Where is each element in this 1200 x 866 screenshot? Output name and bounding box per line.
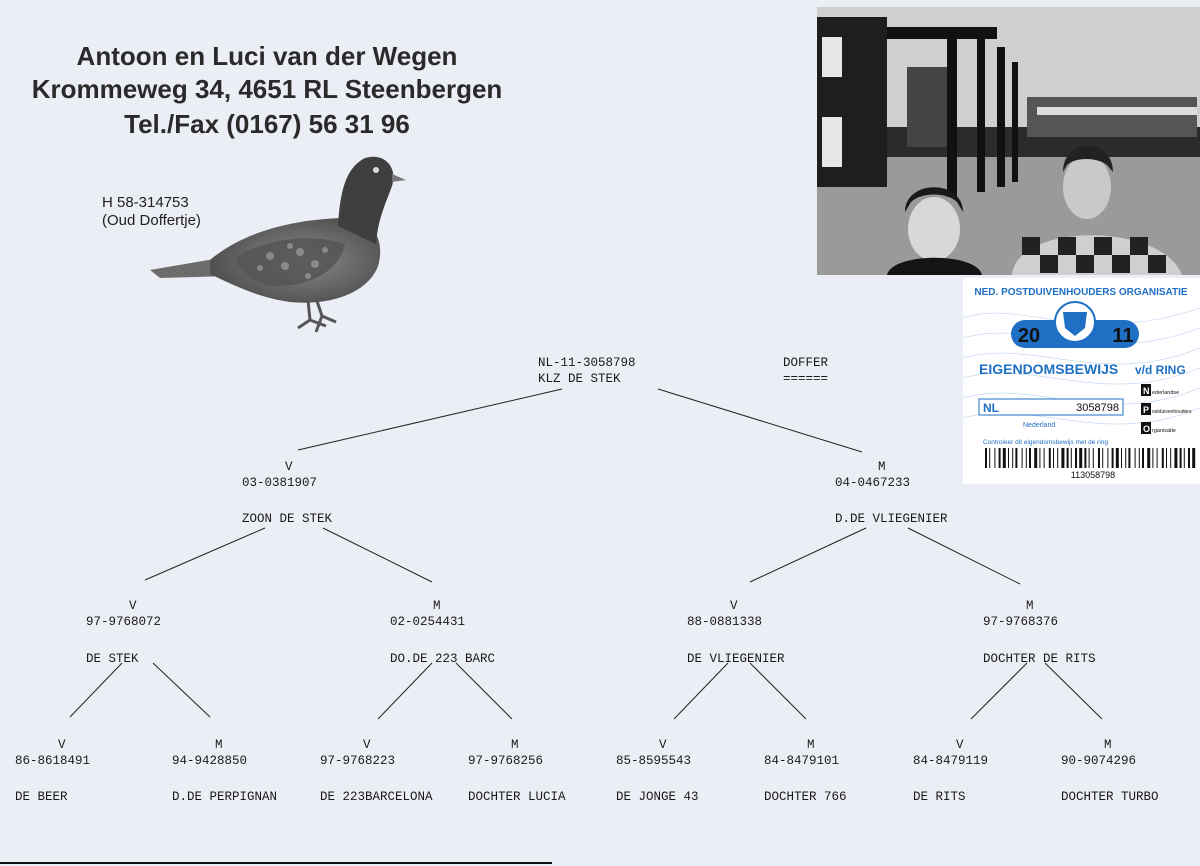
grandparent-sex: M xyxy=(1026,599,1034,613)
breeder-address: Krommeweg 34, 4651 RL Steenbergen xyxy=(31,74,503,104)
great-grandparent-name: DE RITS xyxy=(913,790,966,804)
great-grandparent-ring: 86-8618491 xyxy=(15,754,91,768)
grandparent-name: DE STEK xyxy=(86,652,139,666)
great-grandparent-sex: M xyxy=(1104,738,1112,752)
grandparent-ring: 02-0254431 xyxy=(390,615,466,629)
card-ring-number: 3058798 xyxy=(1076,402,1119,414)
card-title-suffix: v/d RING xyxy=(1135,363,1186,377)
pigeon-name: (Oud Doffertje) xyxy=(102,212,201,229)
great-grandparent-sex: M xyxy=(511,738,519,752)
card-letter-p-rest: ostduivenhouders xyxy=(1152,409,1192,415)
great-grandparent-name: DE BEER xyxy=(15,790,68,804)
grandparent-ring: 97-9768376 xyxy=(983,615,1059,629)
grandparent-sex: V xyxy=(730,599,738,613)
pigeon-image xyxy=(140,148,410,348)
parent-sex: M xyxy=(878,460,886,474)
great-grandparent-name: D.DE PERPIGNAN xyxy=(172,790,278,804)
great-grandparent-ring: 97-9768256 xyxy=(468,754,544,768)
great-grandparent-ring: 97-9768223 xyxy=(320,754,396,768)
root-ring: NL-11-3058798 xyxy=(538,356,636,370)
ownership-certificate xyxy=(963,278,1200,484)
card-year-right: 11 xyxy=(1112,325,1134,347)
root-name: KLZ DE STEK xyxy=(538,372,621,386)
grandparent-ring: 97-9768072 xyxy=(86,615,162,629)
card-letter-n: N xyxy=(1143,386,1150,396)
grandparent-sex: M xyxy=(433,599,441,613)
great-grandparent-sex: V xyxy=(659,738,667,752)
root-sex: DOFFER xyxy=(783,356,829,370)
card-country-name: Nederland xyxy=(1023,422,1056,429)
grandparent-sex: V xyxy=(129,599,137,613)
card-org: NED. POSTDUIVENHOUDERS ORGANISATIE xyxy=(974,287,1188,298)
grandparent-name: DE VLIEGENIER xyxy=(687,652,785,666)
root-underline: ====== xyxy=(783,372,829,386)
great-grandparent-sex: V xyxy=(58,738,66,752)
great-grandparent-name: DOCHTER LUCIA xyxy=(468,790,566,804)
card-letter-p: P xyxy=(1143,405,1150,415)
card-control-text: Controleer dit eigendomsbewijs met de ring xyxy=(983,439,1109,446)
card-letter-n-rest: ederlandse xyxy=(1152,390,1180,396)
great-grandparent-sex: V xyxy=(363,738,371,752)
parent-name: D.DE VLIEGENIER xyxy=(835,512,948,526)
great-grandparent-name: DOCHTER 766 xyxy=(764,790,847,804)
card-country-code: NL xyxy=(983,401,999,415)
great-grandparent-ring: 85-8595543 xyxy=(616,754,692,768)
breeder-phone: Tel./Fax (0167) 56 31 96 xyxy=(124,109,410,139)
parent-name: ZOON DE STEK xyxy=(242,512,333,526)
bottom-rule xyxy=(0,862,552,864)
grandparent-ring: 88-0881338 xyxy=(687,615,763,629)
great-grandparent-name: DOCHTER TURBO xyxy=(1061,790,1159,804)
pigeon-ring: H 58-314753 xyxy=(102,194,189,211)
great-grandparent-sex: V xyxy=(956,738,964,752)
card-letter-o-rest: rganisatie xyxy=(1152,428,1176,434)
card-barcode-number: 113058798 xyxy=(1070,470,1116,480)
great-grandparent-ring: 84-8479101 xyxy=(764,754,840,768)
great-grandparent-ring: 84-8479119 xyxy=(913,754,989,768)
great-grandparent-sex: M xyxy=(215,738,223,752)
breeder-header xyxy=(0,40,534,141)
great-grandparent-name: DE JONGE 43 xyxy=(616,790,699,804)
grandparent-name: DO.DE 223 BARC xyxy=(390,652,496,666)
card-title: EIGENDOMSBEWIJS xyxy=(979,361,1119,377)
breeders-photo xyxy=(817,7,1200,275)
great-grandparent-ring: 90-9074296 xyxy=(1061,754,1137,768)
certificate-graphic xyxy=(963,278,1200,484)
great-grandparent-name: DE 223BARCELONA xyxy=(320,790,433,804)
great-grandparent-sex: M xyxy=(807,738,815,752)
parent-ring: 04-0467233 xyxy=(835,476,911,490)
card-letter-o: O xyxy=(1143,424,1151,434)
parent-sex: V xyxy=(285,460,293,474)
breeder-names: Antoon en Luci van der Wegen xyxy=(76,41,458,71)
card-year-left: 20 xyxy=(1017,325,1041,347)
great-grandparent-ring: 94-9428850 xyxy=(172,754,248,768)
parent-ring: 03-0381907 xyxy=(242,476,318,490)
grandparent-name: DOCHTER DE RITS xyxy=(983,652,1096,666)
